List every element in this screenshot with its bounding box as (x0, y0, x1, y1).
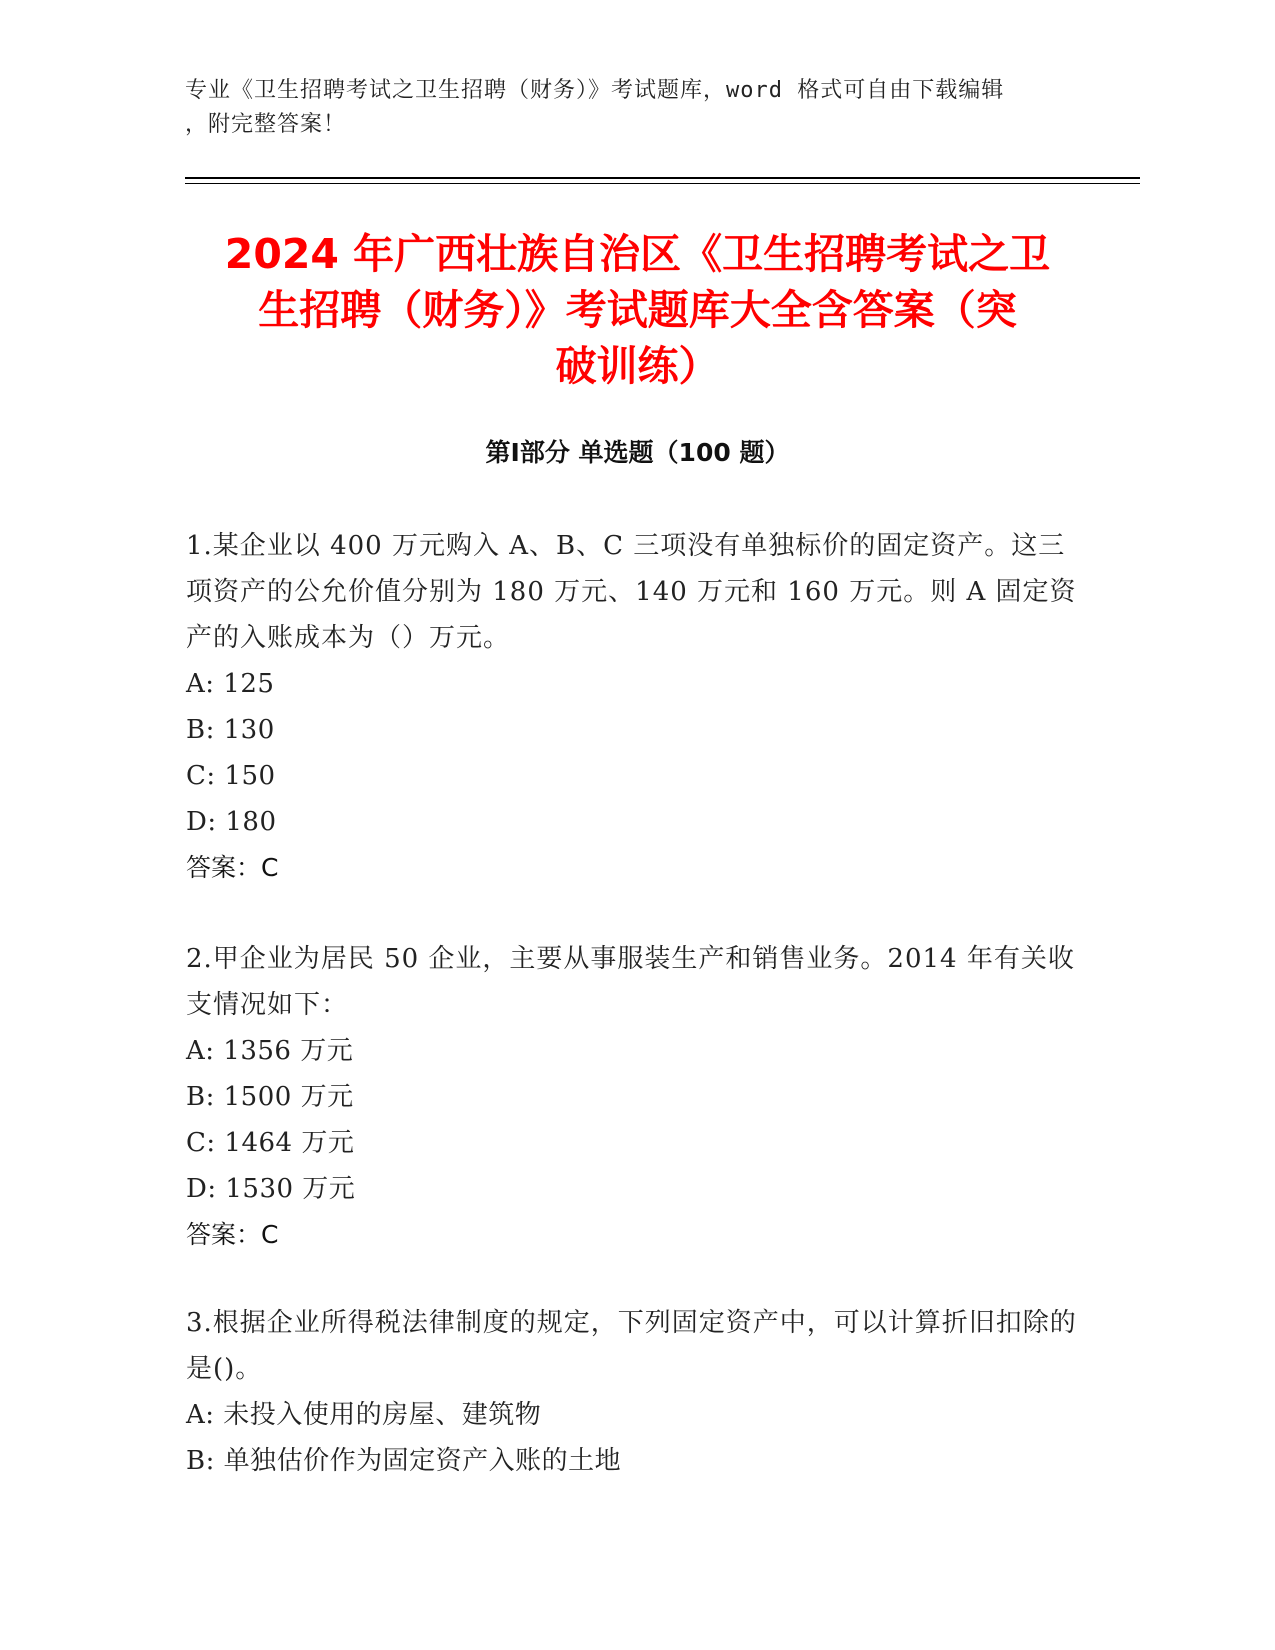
option-a: A: 125 (186, 669, 275, 699)
option-c: C: 1464 万元 (186, 1128, 355, 1158)
option-a: A: 未投入使用的房屋、建筑物 (186, 1400, 542, 1430)
option-b: B: 单独估价作为固定资产入账的土地 (186, 1446, 622, 1476)
section-heading: 第Ⅰ部分 单选题（100 题） (485, 438, 790, 467)
document-title-line-3: 破训练） (555, 342, 720, 390)
header-divider-thick (185, 177, 1140, 179)
option-c: C: 150 (186, 761, 276, 791)
option-d: D: 180 (186, 807, 277, 837)
header-divider-thin (185, 183, 1140, 184)
question-3 (186, 1300, 1086, 1484)
question-1 (186, 523, 1086, 891)
document-title-line-2: 生招聘（财务）》考试题库大全含答案（突 (258, 286, 1017, 334)
header-note-line-1: 专业《卫生招聘考试之卫生招聘（财务）》考试题库，word 格式可自由下载编辑 (185, 78, 1005, 103)
header-note-line-2: ，附完整答案！ (185, 112, 347, 137)
option-a: A: 1356 万元 (186, 1036, 354, 1066)
option-b: B: 130 (186, 715, 275, 745)
option-b: B: 1500 万元 (186, 1082, 354, 1112)
document-title-line-1: 2024 年广西壮族自治区《卫生招聘考试之卫 (224, 230, 1051, 278)
question-stem: 2.甲企业为居民 50 企业，主要从事服装生产和销售业务。2014 年有关收支情况如下： (186, 944, 1075, 1020)
answer: 答案：C (186, 853, 279, 882)
header-note (185, 74, 1085, 142)
option-d: D: 1530 万元 (186, 1174, 356, 1204)
document-title (160, 226, 1115, 394)
question-2 (186, 936, 1086, 1258)
question-stem: 1.某企业以 400 万元购入 A、B、C 三项没有单独标价的固定资产。这三项资产的公允价值分别为 180 万元、140 万元和 160 万元。则 A 固定资产的入账成本为（）万元。 (186, 531, 1077, 653)
answer: 答案：C (186, 1220, 279, 1249)
question-stem: 3.根据企业所得税法律制度的规定，下列固定资产中，可以计算折旧扣除的是()。 (186, 1308, 1077, 1384)
